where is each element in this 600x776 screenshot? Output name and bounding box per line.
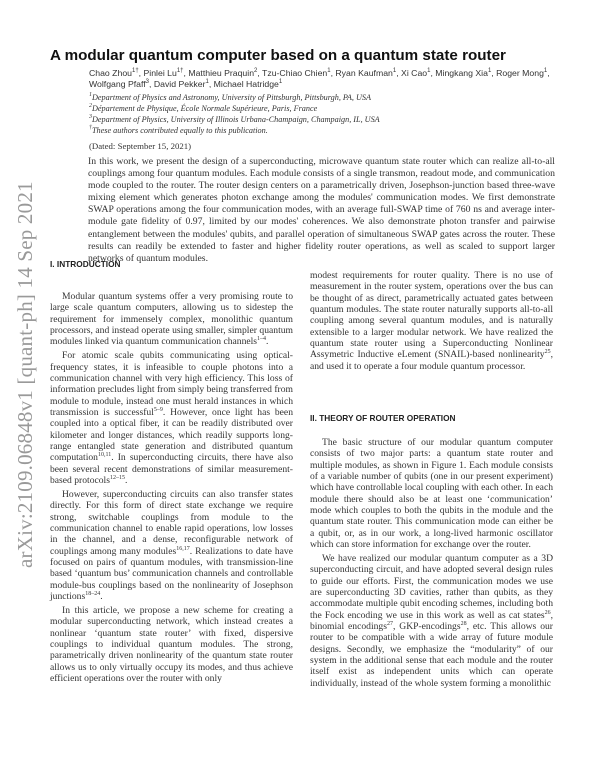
author-affiliation-marker: 3 [145, 79, 150, 85]
date-line: (Dated: September 15, 2021) [89, 141, 192, 151]
author-name: , Pinlei Lu [138, 68, 177, 78]
citation-ref: 28 [460, 621, 467, 628]
citation-ref: 18–24 [85, 591, 101, 598]
author-name: , David Pekker [149, 79, 206, 89]
affiliation-marker: † [89, 125, 92, 131]
text-run: In this article, we propose a new scheme for creating a modular superconducting network, which instead creates a nonlinear ‘quantum state router’ with fixed, dispersive couplings to individual quantum modules. The strong, parametrically driven nonlinearity of the quantum state router allows us to only virtually occupy its modes, and thus achieve efficient operations over the router with only [50, 605, 293, 685]
section-heading-introduction: I. INTRODUCTION [50, 259, 121, 269]
author-name: Chao Zhou [89, 68, 132, 78]
text-run: . In superconducting circuits, there have also been several recent demonstrations of similar measurement-based protocols [50, 452, 293, 487]
text-run: . [124, 475, 128, 487]
paragraph [50, 605, 293, 684]
text-run: , and used it to operate a four module quantum processor. [310, 349, 553, 372]
affiliation-text: These authors contributed equally to this publication. [92, 126, 268, 135]
author-affiliation-marker: 1 [278, 79, 283, 85]
right-column-section2 [310, 437, 553, 692]
author-affiliation-marker: 1 [205, 79, 209, 85]
arxiv-identifier: arXiv:2109.06848v1 [quant-ph] 14 Sep 2021 [13, 181, 37, 568]
author-list [89, 68, 559, 90]
author-affiliation-marker: 1† [176, 68, 184, 74]
author-name: , Roger Mong [491, 68, 544, 78]
text-run: However, superconducting circuits can also transfer states directly. For this form of direct state exchange we require strong, switchable couplings from module to the communication channel to enable rapid operations, low losses in the channel, and a dense, reconfigurable network of couplings among many modules [50, 489, 293, 557]
text-run: For atomic scale qubits communicating using optical-frequency states, it is infeasible to couple photons into a communication channel with very high efficiency. This loss of information precludes light from simply being transferred from module to module, instead one must herald instances in which transmission is successful [50, 350, 293, 419]
author-affiliation-marker: 1 [392, 68, 397, 74]
text-run: The basic structure of our modular quantum computer consists of two major parts: a quantum state router and multiple modules, as shown in Figure 1. Each module consists of a variable number of qubits (one in our present experiment) which have controllable local coupling with each other. In each module there should also be at least one ‘communication’ mode which couples to both the qubits in the module and the quantum state router. This communication mode can either be a qubit, or, as in our work, a long-lived harmonic oscillator which can store information for exchange over the router. [310, 437, 553, 551]
affiliation-marker: 1 [89, 92, 92, 98]
author-name: , Ryan Kaufman [330, 68, 393, 78]
author-affiliation-marker: 1 [487, 68, 492, 74]
affiliation-text: Department of Physics and Astronomy, University of Pittsburgh, Pittsburgh, PA, USA [92, 93, 371, 102]
citation-ref: 25 [544, 349, 551, 356]
author-name: , Mingkang Xia [430, 68, 488, 78]
author-affiliation-marker: 1† [131, 68, 139, 74]
text-run: . [100, 591, 103, 603]
author-affiliation-marker: 1 [543, 68, 548, 74]
right-column-continuation [310, 270, 553, 375]
text-run: . However, once light has been coupled into a optical fiber, it can be readily distributed over kilometer and longer distances, which readily supports long-range entangled state generation and distributed quantum computation [50, 407, 293, 464]
author-affiliation-marker: 2 [254, 68, 258, 74]
citation-ref: 16,17 [176, 545, 190, 552]
paragraph [310, 270, 553, 372]
affiliation-text: Département de Physique, École Normale Supérieure, Paris, France [92, 104, 318, 113]
paragraph [310, 437, 553, 550]
text-run: modest requirements for router quality. There is no use of measurement in the router system, operations over the bus can be thought of as direct, parametrically actuated gates between quantum modules. The state router naturally supports all-to-all coupling among several quantum modules, and is naturally extensible to a larger modular network. We have realized the quantum state router using a Superconducting Nonlinear Assymetric Inductive eLement (SNAIL)-based nonlinearity [310, 270, 553, 361]
author-name: , Matthieu Praquin [183, 68, 255, 78]
paper-title: A modular quantum computer based on a quantum state router [50, 47, 506, 64]
paragraph [50, 350, 293, 486]
paragraph [310, 553, 553, 689]
affiliation-2 [89, 103, 317, 114]
text-run: , GKP-encodings [392, 621, 461, 633]
text-run: We have realized our modular quantum computer as a 3D superconducting circuit, and have adopted several design rules to guide our efforts. First, the communication modes we use are superconducting 3D cavities, rather than qubits, as they accommodate multiple qubit encoding schemes, including both the Fock encoding we use in this work as well as cat states [310, 553, 553, 621]
text-run: Modular quantum systems offer a very promising route to large scale quantum computers, allowing us to sidestep the requirement for immensely complex, monolithic quantum processors, and instead operate using smaller, simpler quantum modules linked via quantum communication channels [50, 291, 293, 348]
left-column [50, 291, 293, 687]
affiliation-3 [89, 114, 380, 125]
author-affiliation-marker: 1 [427, 68, 431, 74]
affiliation-1 [89, 92, 371, 103]
author-name: , Wolfgang Pfaff [89, 68, 550, 89]
author-name: , Tzu-Chiao Chien [257, 68, 328, 78]
citation-ref: 27 [386, 621, 393, 628]
text-run: , binomial encodings [310, 609, 553, 633]
paragraph [50, 489, 293, 602]
author-affiliation-marker: 1 [327, 68, 331, 74]
abstract: In this work, we present the design of a superconducting, microwave quantum state router which can realize all-to-all couplings among four quantum modules. Each module consists of a single transmon, readout mode, and communication mode coupled to the router. The router design centers on a parametrically driven, Josephson-junction based three-wave mixing element which generates photon exchange among the modules' communication modes. We first demonstrate SWAP operations among the four communication modes, with an average full-SWAP time of 760 ns and average inter-module gate fidelity of 0.97, limited by our modes' coherences. We also demonstrate photon transfer and pairwise entanglement between the modules' qubits, and parallel operation of simultaneous SWAP gates across the router. These results can readily be extended to faster and higher fidelity router operations, as well as scaled to support larger networks of quantum modules. [88, 156, 555, 264]
citation-ref: 5–9 [153, 407, 163, 414]
section-heading-theory: II. THEORY OF ROUTER OPERATION [310, 413, 456, 423]
author-name: , Xi Cao [396, 68, 428, 78]
equal-contribution-note [89, 125, 268, 136]
author-name: , Michael Hatridge [208, 79, 279, 89]
text-run: , etc. This allows our router to be compatible with a wide array of future module designs. Secondly, we emphasize the “modularity” of our system in the additional sense that each module and the router itself exist as independent units which can operate individually, instead of the whole system forming a monolithic [310, 621, 554, 689]
affiliation-marker: 3 [89, 114, 92, 120]
text-run: . [266, 336, 269, 348]
affiliation-marker: 2 [89, 103, 92, 109]
paragraph [50, 291, 293, 348]
citation-ref: 1–4 [257, 336, 267, 343]
citation-ref: 10,11 [97, 452, 112, 459]
text-run: . Realizations to date have focused on pairs of quantum modules, with transmission-line based ‘quantum bus’ communication channels and controllable module-bus couplings based on the nonlinearity of Josephson junctions [50, 545, 293, 603]
citation-ref: 12–15 [109, 475, 125, 482]
affiliation-text: Department of Physics, University of Illinois Urbana-Champaign, Champaign, IL, USA [92, 115, 380, 124]
citation-ref: 26 [544, 609, 551, 616]
